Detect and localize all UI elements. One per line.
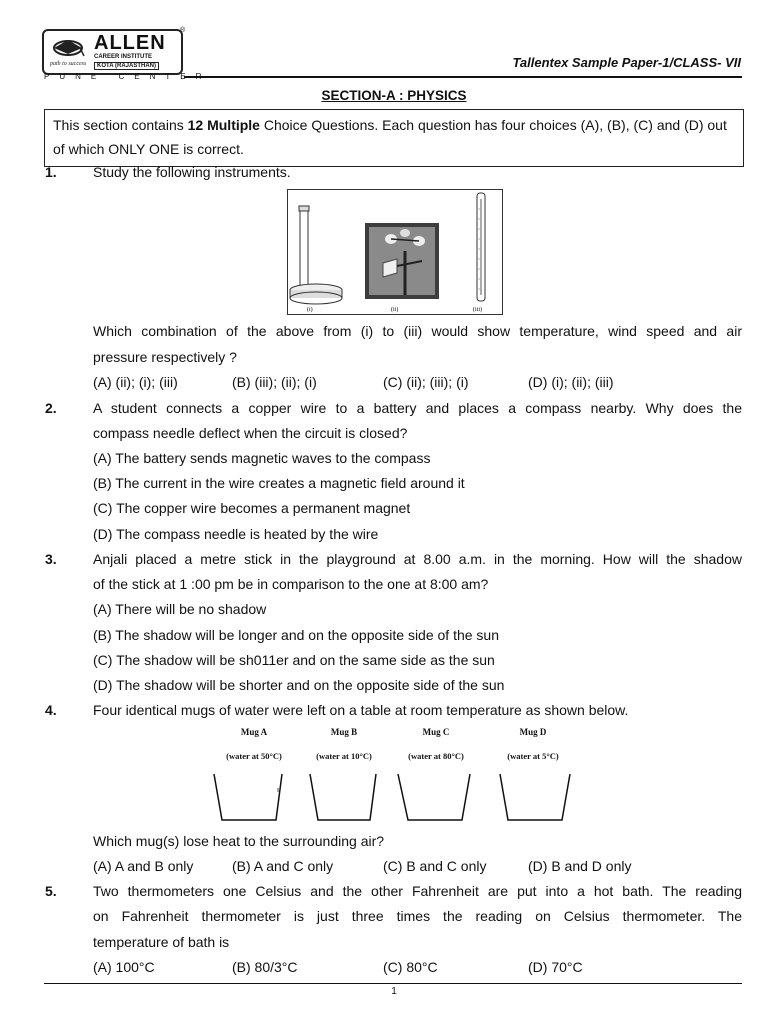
question-stem: Anjali placed a metre stick in the playground at 8.00 a.m. in the morning. How will the shadow — [93, 551, 742, 567]
option-a[interactable]: (A) The battery sends magnetic waves to the compass — [93, 450, 431, 466]
mugs-figure — [210, 722, 580, 824]
option-c[interactable]: (C) The copper wire becomes a permanent magnet — [93, 500, 411, 516]
question-number: 1. — [45, 164, 57, 180]
instructions-box — [44, 109, 744, 167]
question-number: 4. — [45, 702, 57, 718]
mug-d-temp: (water at 5°C) — [507, 751, 559, 761]
figure-label: (i) — [307, 307, 313, 313]
option-a[interactable]: (A) There will be no shadow — [93, 601, 267, 617]
option-c[interactable]: (C) The shadow will be sh011er and on the same side as the sun — [93, 652, 495, 668]
question-stem: compass needle deflect when the circuit is closed? — [93, 425, 408, 441]
question-stem: Two thermometers one Celsius and the other Fahrenheit are put into a hot bath. The reading — [93, 883, 742, 899]
option-d[interactable]: (D) (i); (ii); (iii) — [528, 374, 614, 390]
question-number: 5. — [45, 883, 57, 899]
logo-name: ALLEN — [94, 32, 166, 54]
logo-line2: KOTA (RAJASTHAN) — [94, 62, 159, 70]
mug-b-name: Mug B — [330, 727, 358, 737]
question-stem: temperature of bath is — [93, 934, 230, 950]
option-b[interactable]: (B) (iii); (ii); (i) — [232, 374, 317, 390]
option-d[interactable]: (D) 70°C — [528, 959, 583, 975]
option-c[interactable]: (C) (ii); (iii); (i) — [383, 374, 469, 390]
mug-d-name: Mug D — [519, 727, 547, 737]
option-d[interactable]: (D) B and D only — [528, 858, 632, 874]
mug-b — [310, 774, 376, 820]
question-stem: A student connects a copper wire to a battery and places a compass nearby. Why does the — [93, 400, 742, 416]
option-c[interactable]: (C) B and C only — [383, 858, 487, 874]
mug-c-temp: (water at 80°C) — [408, 751, 464, 761]
allen-logo — [42, 27, 186, 75]
mug-a-temp: (water at 50°C) — [226, 751, 282, 761]
page-number: 1 — [391, 986, 397, 997]
question-prompt: Which mug(s) lose heat to the surrounding air? — [93, 833, 385, 849]
center-name: PUNE CENTER — [44, 72, 212, 81]
option-d[interactable]: (D) The compass needle is heated by the wire — [93, 526, 379, 542]
footer-rule — [44, 983, 742, 984]
registered-mark: ® — [180, 27, 186, 34]
figure-label: (ii) — [391, 307, 399, 313]
option-c[interactable]: (C) 80°C — [383, 959, 438, 975]
section-title: SECTION-A : PHYSICS — [321, 88, 467, 103]
graduation-cap-icon — [48, 34, 92, 68]
paper-title: Tallentex Sample Paper-1/CLASS- VII — [512, 55, 741, 70]
mug-c — [398, 774, 470, 820]
question-prompt: Which combination of the above from (i) to (iii) would show temperature, wind speed and air — [93, 323, 742, 339]
logo-line1: CAREER INSTITUTE — [94, 54, 153, 60]
question-stem: Study the following instruments. — [93, 164, 291, 180]
option-a[interactable]: (A) (ii); (i); (iii) — [93, 374, 178, 390]
option-b[interactable]: (B) 80/3°C — [232, 959, 298, 975]
question-stem: of the stick at 1 :00 pm be in comparison to the one at 8:00 am? — [93, 576, 489, 592]
intro-text-pre: This section contains — [53, 117, 188, 133]
question-stem: on Fahrenheit thermometer is just three times the reading on Celsius thermometer. The — [93, 908, 742, 924]
intro-text-bold: 12 Multiple — [187, 117, 260, 133]
option-d[interactable]: (D) The shadow will be shorter and on the opposite side of the sun — [93, 677, 505, 693]
option-a[interactable]: (A) 100°C — [93, 959, 155, 975]
option-b[interactable]: (B) A and C only — [232, 858, 334, 874]
mug-c-name: Mug C — [422, 727, 450, 737]
option-a[interactable]: (A) A and B only — [93, 858, 194, 874]
question-number: 2. — [45, 400, 57, 416]
mug-a-name: Mug A — [240, 727, 268, 737]
question-number: 3. — [45, 551, 57, 567]
option-b[interactable]: (B) The current in the wire creates a magnetic field around it — [93, 475, 465, 491]
mug-d — [500, 774, 570, 820]
mug-b-temp: (water at 10°C) — [316, 751, 372, 761]
mug-a — [214, 774, 282, 820]
figure-label: (iii) — [473, 307, 482, 313]
logo-tagline: path to success — [50, 61, 87, 67]
option-b[interactable]: (B) The shadow will be longer and on the opposite side of the sun — [93, 627, 499, 643]
question-prompt: pressure respectively ? — [93, 349, 237, 365]
question-stem: Four identical mugs of water were left on a table at room temperature as shown below. — [93, 702, 629, 718]
instruments-figure — [287, 189, 503, 315]
intro-text-post: Choice Questions. Each question has four choices (A), (B), (C) and (D) out of which ONLY ONE is correct. — [53, 117, 727, 157]
